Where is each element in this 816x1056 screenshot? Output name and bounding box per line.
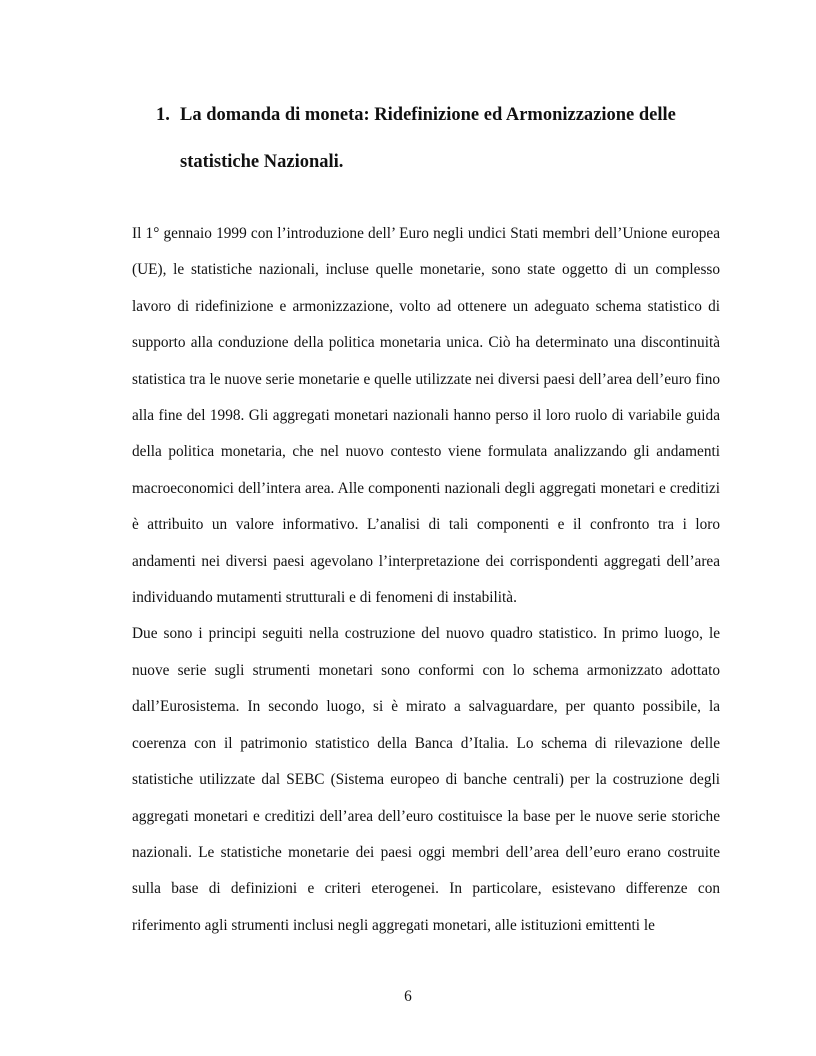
paragraph-1: Il 1° gennaio 1999 con l’introduzione dell’ Euro negli undici Stati membri dell’Unione europea (UE), le statistiche nazionali, incluse quelle monetarie, sono state oggetto di un complesso lavoro di ridefinizione e armonizzazione, volto ad ottenere un adeguato schema statistico di supporto alla conduzione della politica monetaria unica. Ciò ha determinato una discontinuità statistica tra le nuove serie monetarie e quelle utilizzate nei diversi paesi dell’area dell’euro fino alla fine del 1998. Gli aggregati monetari nazionali hanno perso il loro ruolo di variabile guida della politica monetaria, che nel nuovo contesto viene formulata analizzando gli andamenti macroeconomici dell’intera area. Alle componenti nazionali degli aggregati monetari e creditizi è attribuito un valore informativo. L’analisi di tali componenti e il confronto tra i loro andamenti nei diversi paesi agevolano l’interpretazione dei corrispondenti aggregati dell’area individuando mutamenti strutturali e di fenomeni di instabilità. — [132, 225, 720, 607]
section-title-line-2: statistiche Nazionali. — [180, 152, 344, 172]
body-text — [132, 216, 720, 944]
section-number: 1. — [156, 105, 170, 125]
page-number: 6 — [404, 988, 412, 1005]
section-title-line-1: La domanda di moneta: Ridefinizione ed Armonizzazione delle — [180, 105, 676, 125]
section-heading — [156, 92, 716, 186]
paragraph-2: Due sono i principi seguiti nella costruzione del nuovo quadro statistico. In primo luogo, le nuove serie sugli strumenti monetari sono conformi con lo schema armonizzato adottato dall’Eurosistema. In secondo luogo, si è mirato a salvaguardare, per quanto possibile, la coerenza con il patrimonio statistico della Banca d’Italia. Lo schema di rilevazione delle statistiche utilizzate dal SEBC (Sistema europeo di banche centrali) per la costruzione degli aggregati monetari e creditizi dell’area dell’euro costituisce la base per le nuove serie storiche nazionali. Le statistiche monetarie dei paesi oggi membri dell’area dell’euro erano costruite sulla base di definizioni e criteri eterogenei. In particolare, esistevano differenze con riferimento agli strumenti inclusi negli aggregati monetari, alle istituzioni emittenti le — [132, 625, 720, 934]
